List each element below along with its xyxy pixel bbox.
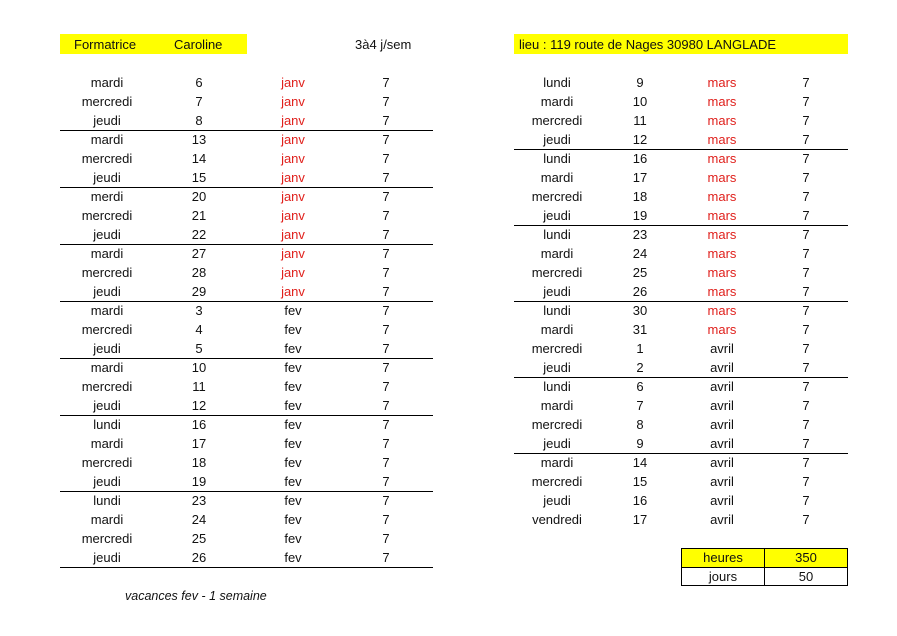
left-schedule-hours-cell: 7: [382, 303, 390, 318]
left-schedule-date-cell: 28: [191, 265, 207, 280]
right-schedule-hours-cell: 7: [802, 341, 810, 356]
left-schedule-hours-cell: 7: [382, 208, 390, 223]
left-schedule-date-cell: 5: [195, 341, 203, 356]
right-schedule-hours-cell: 7: [802, 398, 810, 413]
left-schedule-month-cell: fev: [284, 531, 302, 546]
right-schedule-date-cell: 15: [632, 474, 648, 489]
left-schedule-date-cell: 25: [191, 531, 207, 546]
days-value: 50: [764, 567, 848, 586]
left-schedule-hours-cell: 7: [382, 265, 390, 280]
left-schedule-day-cell: mercredi: [81, 208, 133, 223]
right-schedule-day-cell: lundi: [543, 75, 571, 90]
right-schedule-month-cell: avril: [710, 360, 734, 375]
right-schedule-day-cell: jeudi: [543, 132, 571, 147]
left-schedule-day-cell: mercredi: [81, 151, 133, 166]
right-schedule-date-cell: 26: [632, 284, 648, 299]
left-schedule-month-cell: janv: [281, 189, 305, 204]
left-schedule-day-cell: jeudi: [93, 550, 121, 565]
left-schedule-date-cell: 8: [195, 113, 203, 128]
left-schedule-hours-cell: 7: [382, 75, 390, 90]
left-schedule-date-cell: 19: [191, 474, 207, 489]
right-schedule-day-cell: mercredi: [531, 189, 583, 204]
left-schedule-date-cell: 18: [191, 455, 207, 470]
left-schedule-day-cell: lundi: [93, 417, 121, 432]
right-schedule-month-cell: mars: [707, 303, 737, 318]
left-schedule-date-cell: 20: [191, 189, 207, 204]
right-schedule-day-cell: mercredi: [531, 417, 583, 432]
week-divider: [514, 225, 848, 226]
left-schedule-hours-cell: 7: [382, 322, 390, 337]
left-schedule-month-cell: janv: [281, 75, 305, 90]
right-schedule-hours-cell: 7: [802, 474, 810, 489]
right-schedule-hours-cell: 7: [802, 170, 810, 185]
left-schedule-month-cell: fev: [284, 512, 302, 527]
right-schedule-hours-cell: 7: [802, 455, 810, 470]
right-schedule-date-cell: 7: [636, 398, 644, 413]
left-schedule-hours-cell: 7: [382, 360, 390, 375]
right-schedule-day-cell: jeudi: [543, 208, 571, 223]
right-schedule-date-cell: 19: [632, 208, 648, 223]
left-schedule-month-cell: janv: [281, 208, 305, 223]
right-schedule-day-cell: lundi: [543, 151, 571, 166]
left-schedule-hours-cell: 7: [382, 455, 390, 470]
left-schedule-month-cell: janv: [281, 94, 305, 109]
right-schedule-date-cell: 14: [632, 455, 648, 470]
left-schedule-hours-cell: 7: [382, 170, 390, 185]
right-schedule-date-cell: 24: [632, 246, 648, 261]
trainer-name: Caroline: [174, 37, 223, 52]
week-divider: [60, 491, 433, 492]
left-schedule-month-cell: janv: [281, 284, 305, 299]
right-schedule-date-cell: 17: [632, 512, 648, 527]
left-schedule-date-cell: 23: [191, 493, 207, 508]
left-schedule-month-cell: janv: [281, 132, 305, 147]
right-schedule-month-cell: avril: [710, 398, 734, 413]
left-schedule-hours-cell: 7: [382, 227, 390, 242]
left-schedule-month-cell: janv: [281, 170, 305, 185]
right-schedule-day-cell: jeudi: [543, 436, 571, 451]
left-schedule-month-cell: fev: [284, 379, 302, 394]
left-schedule-month-cell: fev: [284, 550, 302, 565]
right-schedule-hours-cell: 7: [802, 208, 810, 223]
right-schedule-hours-cell: 7: [802, 227, 810, 242]
left-schedule-month-cell: fev: [284, 360, 302, 375]
right-schedule-month-cell: avril: [710, 512, 734, 527]
right-schedule-month-cell: mars: [707, 322, 737, 337]
hours-label: heures: [681, 548, 765, 568]
left-schedule-day-cell: mercredi: [81, 94, 133, 109]
left-schedule-day-cell: mercredi: [81, 322, 133, 337]
right-schedule-date-cell: 9: [636, 75, 644, 90]
right-schedule-month-cell: mars: [707, 227, 737, 242]
right-schedule-month-cell: mars: [707, 208, 737, 223]
left-schedule-month-cell: fev: [284, 455, 302, 470]
frequency: 3à4 j/sem: [355, 37, 412, 52]
left-schedule-day-cell: jeudi: [93, 341, 121, 356]
left-schedule-date-cell: 12: [191, 398, 207, 413]
left-schedule-day-cell: merdi: [90, 189, 124, 204]
left-schedule-day-cell: mercredi: [81, 265, 133, 280]
left-schedule-month-cell: janv: [281, 113, 305, 128]
left-schedule-hours-cell: 7: [382, 550, 390, 565]
left-schedule-day-cell: jeudi: [93, 474, 121, 489]
right-schedule-hours-cell: 7: [802, 322, 810, 337]
left-schedule-hours-cell: 7: [382, 94, 390, 109]
right-schedule-month-cell: mars: [707, 170, 737, 185]
right-schedule-day-cell: mercredi: [531, 265, 583, 280]
week-divider: [60, 301, 433, 302]
right-schedule-hours-cell: 7: [802, 436, 810, 451]
right-schedule-date-cell: 23: [632, 227, 648, 242]
left-schedule-hours-cell: 7: [382, 474, 390, 489]
right-schedule-hours-cell: 7: [802, 493, 810, 508]
location: lieu : 119 route de Nages 30980 LANGLADE: [519, 37, 777, 52]
left-schedule-day-cell: mardi: [90, 132, 124, 147]
right-schedule-date-cell: 16: [632, 493, 648, 508]
left-schedule-date-cell: 6: [195, 75, 203, 90]
week-divider: [60, 415, 433, 416]
right-schedule-hours-cell: 7: [802, 246, 810, 261]
left-schedule-date-cell: 14: [191, 151, 207, 166]
left-schedule-date-cell: 17: [191, 436, 207, 451]
left-schedule-hours-cell: 7: [382, 113, 390, 128]
right-schedule-day-cell: lundi: [543, 379, 571, 394]
right-schedule-date-cell: 25: [632, 265, 648, 280]
right-schedule-hours-cell: 7: [802, 512, 810, 527]
left-schedule-day-cell: jeudi: [93, 398, 121, 413]
left-schedule-day-cell: mardi: [90, 246, 124, 261]
right-schedule-day-cell: mercredi: [531, 474, 583, 489]
right-schedule-day-cell: mardi: [540, 94, 574, 109]
right-schedule-hours-cell: 7: [802, 94, 810, 109]
left-schedule-day-cell: mardi: [90, 303, 124, 318]
week-divider: [514, 377, 848, 378]
right-schedule-date-cell: 31: [632, 322, 648, 337]
left-schedule-hours-cell: 7: [382, 417, 390, 432]
right-schedule-date-cell: 9: [636, 436, 644, 451]
right-schedule-hours-cell: 7: [802, 75, 810, 90]
right-schedule-month-cell: mars: [707, 284, 737, 299]
left-schedule-month-cell: fev: [284, 417, 302, 432]
left-schedule-hours-cell: 7: [382, 398, 390, 413]
left-schedule-day-cell: jeudi: [93, 284, 121, 299]
left-schedule-month-cell: fev: [284, 474, 302, 489]
right-schedule-month-cell: mars: [707, 265, 737, 280]
right-schedule-day-cell: jeudi: [543, 493, 571, 508]
right-schedule-date-cell: 2: [636, 360, 644, 375]
right-schedule-date-cell: 8: [636, 417, 644, 432]
right-schedule-day-cell: mardi: [540, 170, 574, 185]
right-schedule-date-cell: 1: [636, 341, 644, 356]
left-schedule-date-cell: 21: [191, 208, 207, 223]
left-schedule-day-cell: jeudi: [93, 227, 121, 242]
holiday-note: vacances fev - 1 semaine: [125, 589, 267, 603]
right-schedule-month-cell: mars: [707, 151, 737, 166]
left-schedule-month-cell: fev: [284, 436, 302, 451]
right-schedule-month-cell: avril: [710, 493, 734, 508]
right-schedule-hours-cell: 7: [802, 379, 810, 394]
right-schedule-month-cell: avril: [710, 379, 734, 394]
days-label: jours: [681, 567, 765, 586]
left-schedule-date-cell: 27: [191, 246, 207, 261]
left-schedule-hours-cell: 7: [382, 151, 390, 166]
left-schedule-hours-cell: 7: [382, 512, 390, 527]
week-divider: [60, 567, 433, 568]
left-schedule-month-cell: janv: [281, 151, 305, 166]
trainer-label: Formatrice: [74, 37, 137, 52]
left-schedule-date-cell: 24: [191, 512, 207, 527]
right-schedule-month-cell: avril: [710, 474, 734, 489]
left-schedule-date-cell: 22: [191, 227, 207, 242]
left-schedule-hours-cell: 7: [382, 493, 390, 508]
left-schedule-month-cell: fev: [284, 303, 302, 318]
left-schedule-month-cell: fev: [284, 322, 302, 337]
week-divider: [514, 149, 848, 150]
left-schedule-hours-cell: 7: [382, 531, 390, 546]
right-schedule-date-cell: 11: [633, 113, 647, 128]
left-schedule-month-cell: fev: [284, 341, 302, 356]
left-schedule-date-cell: 26: [191, 550, 207, 565]
right-schedule-hours-cell: 7: [802, 113, 810, 128]
right-schedule-date-cell: 30: [632, 303, 648, 318]
right-schedule-day-cell: lundi: [543, 303, 571, 318]
left-schedule-date-cell: 13: [191, 132, 207, 147]
week-divider: [60, 358, 433, 359]
left-schedule-month-cell: janv: [281, 265, 305, 280]
right-schedule-day-cell: mercredi: [531, 341, 583, 356]
right-schedule-date-cell: 10: [632, 94, 648, 109]
left-schedule-day-cell: mercredi: [81, 455, 133, 470]
right-schedule-hours-cell: 7: [802, 417, 810, 432]
left-schedule-date-cell: 10: [191, 360, 207, 375]
left-schedule-hours-cell: 7: [382, 341, 390, 356]
left-schedule-date-cell: 4: [195, 322, 203, 337]
right-schedule-day-cell: jeudi: [543, 284, 571, 299]
left-schedule-day-cell: mardi: [90, 75, 124, 90]
right-schedule-hours-cell: 7: [802, 132, 810, 147]
week-divider: [60, 187, 433, 188]
left-schedule-month-cell: fev: [284, 398, 302, 413]
left-schedule-date-cell: 3: [195, 303, 203, 318]
right-schedule-day-cell: lundi: [543, 227, 571, 242]
left-schedule-hours-cell: 7: [382, 436, 390, 451]
left-schedule-day-cell: jeudi: [93, 113, 121, 128]
left-schedule-date-cell: 15: [191, 170, 207, 185]
right-schedule-date-cell: 18: [632, 189, 648, 204]
right-schedule-month-cell: avril: [710, 341, 734, 356]
right-schedule-day-cell: vendredi: [532, 512, 582, 527]
left-schedule-hours-cell: 7: [382, 379, 390, 394]
left-schedule-month-cell: fev: [284, 493, 302, 508]
right-schedule-month-cell: avril: [710, 417, 734, 432]
left-schedule-month-cell: janv: [281, 227, 305, 242]
right-schedule-day-cell: jeudi: [543, 360, 571, 375]
right-schedule-date-cell: 16: [632, 151, 648, 166]
hours-value: 350: [764, 548, 848, 568]
left-schedule-date-cell: 29: [191, 284, 207, 299]
left-schedule-day-cell: mercredi: [81, 379, 133, 394]
left-schedule-hours-cell: 7: [382, 132, 390, 147]
right-schedule-month-cell: avril: [710, 455, 734, 470]
right-schedule-month-cell: mars: [707, 189, 737, 204]
week-divider: [60, 244, 433, 245]
right-schedule-hours-cell: 7: [802, 360, 810, 375]
right-schedule-date-cell: 6: [636, 379, 644, 394]
right-schedule-day-cell: mardi: [540, 322, 574, 337]
week-divider: [60, 130, 433, 131]
right-schedule-hours-cell: 7: [802, 189, 810, 204]
left-schedule-day-cell: mardi: [90, 360, 124, 375]
right-schedule-day-cell: mercredi: [531, 113, 583, 128]
left-schedule-hours-cell: 7: [382, 246, 390, 261]
left-schedule-day-cell: mercredi: [81, 531, 133, 546]
left-schedule-day-cell: mardi: [90, 512, 124, 527]
right-schedule-hours-cell: 7: [802, 265, 810, 280]
week-divider: [514, 453, 848, 454]
right-schedule-date-cell: 17: [632, 170, 648, 185]
left-schedule-day-cell: lundi: [93, 493, 121, 508]
left-schedule-date-cell: 11: [192, 379, 206, 394]
right-schedule-day-cell: mardi: [540, 398, 574, 413]
right-schedule-day-cell: mardi: [540, 246, 574, 261]
right-schedule-hours-cell: 7: [802, 303, 810, 318]
right-schedule-hours-cell: 7: [802, 151, 810, 166]
right-schedule-hours-cell: 7: [802, 284, 810, 299]
left-schedule-date-cell: 7: [195, 94, 203, 109]
right-schedule-month-cell: mars: [707, 75, 737, 90]
left-schedule-month-cell: janv: [281, 246, 305, 261]
week-divider: [514, 301, 848, 302]
right-schedule-month-cell: mars: [707, 132, 737, 147]
right-schedule-date-cell: 12: [632, 132, 648, 147]
right-schedule-day-cell: mardi: [540, 455, 574, 470]
right-schedule-month-cell: mars: [707, 246, 737, 261]
left-schedule-hours-cell: 7: [382, 284, 390, 299]
right-schedule-month-cell: mars: [707, 94, 737, 109]
left-schedule-date-cell: 16: [191, 417, 207, 432]
left-schedule-day-cell: mardi: [90, 436, 124, 451]
right-schedule-month-cell: mars: [707, 113, 737, 128]
left-schedule-hours-cell: 7: [382, 189, 390, 204]
right-schedule-month-cell: avril: [710, 436, 734, 451]
left-schedule-day-cell: jeudi: [93, 170, 121, 185]
